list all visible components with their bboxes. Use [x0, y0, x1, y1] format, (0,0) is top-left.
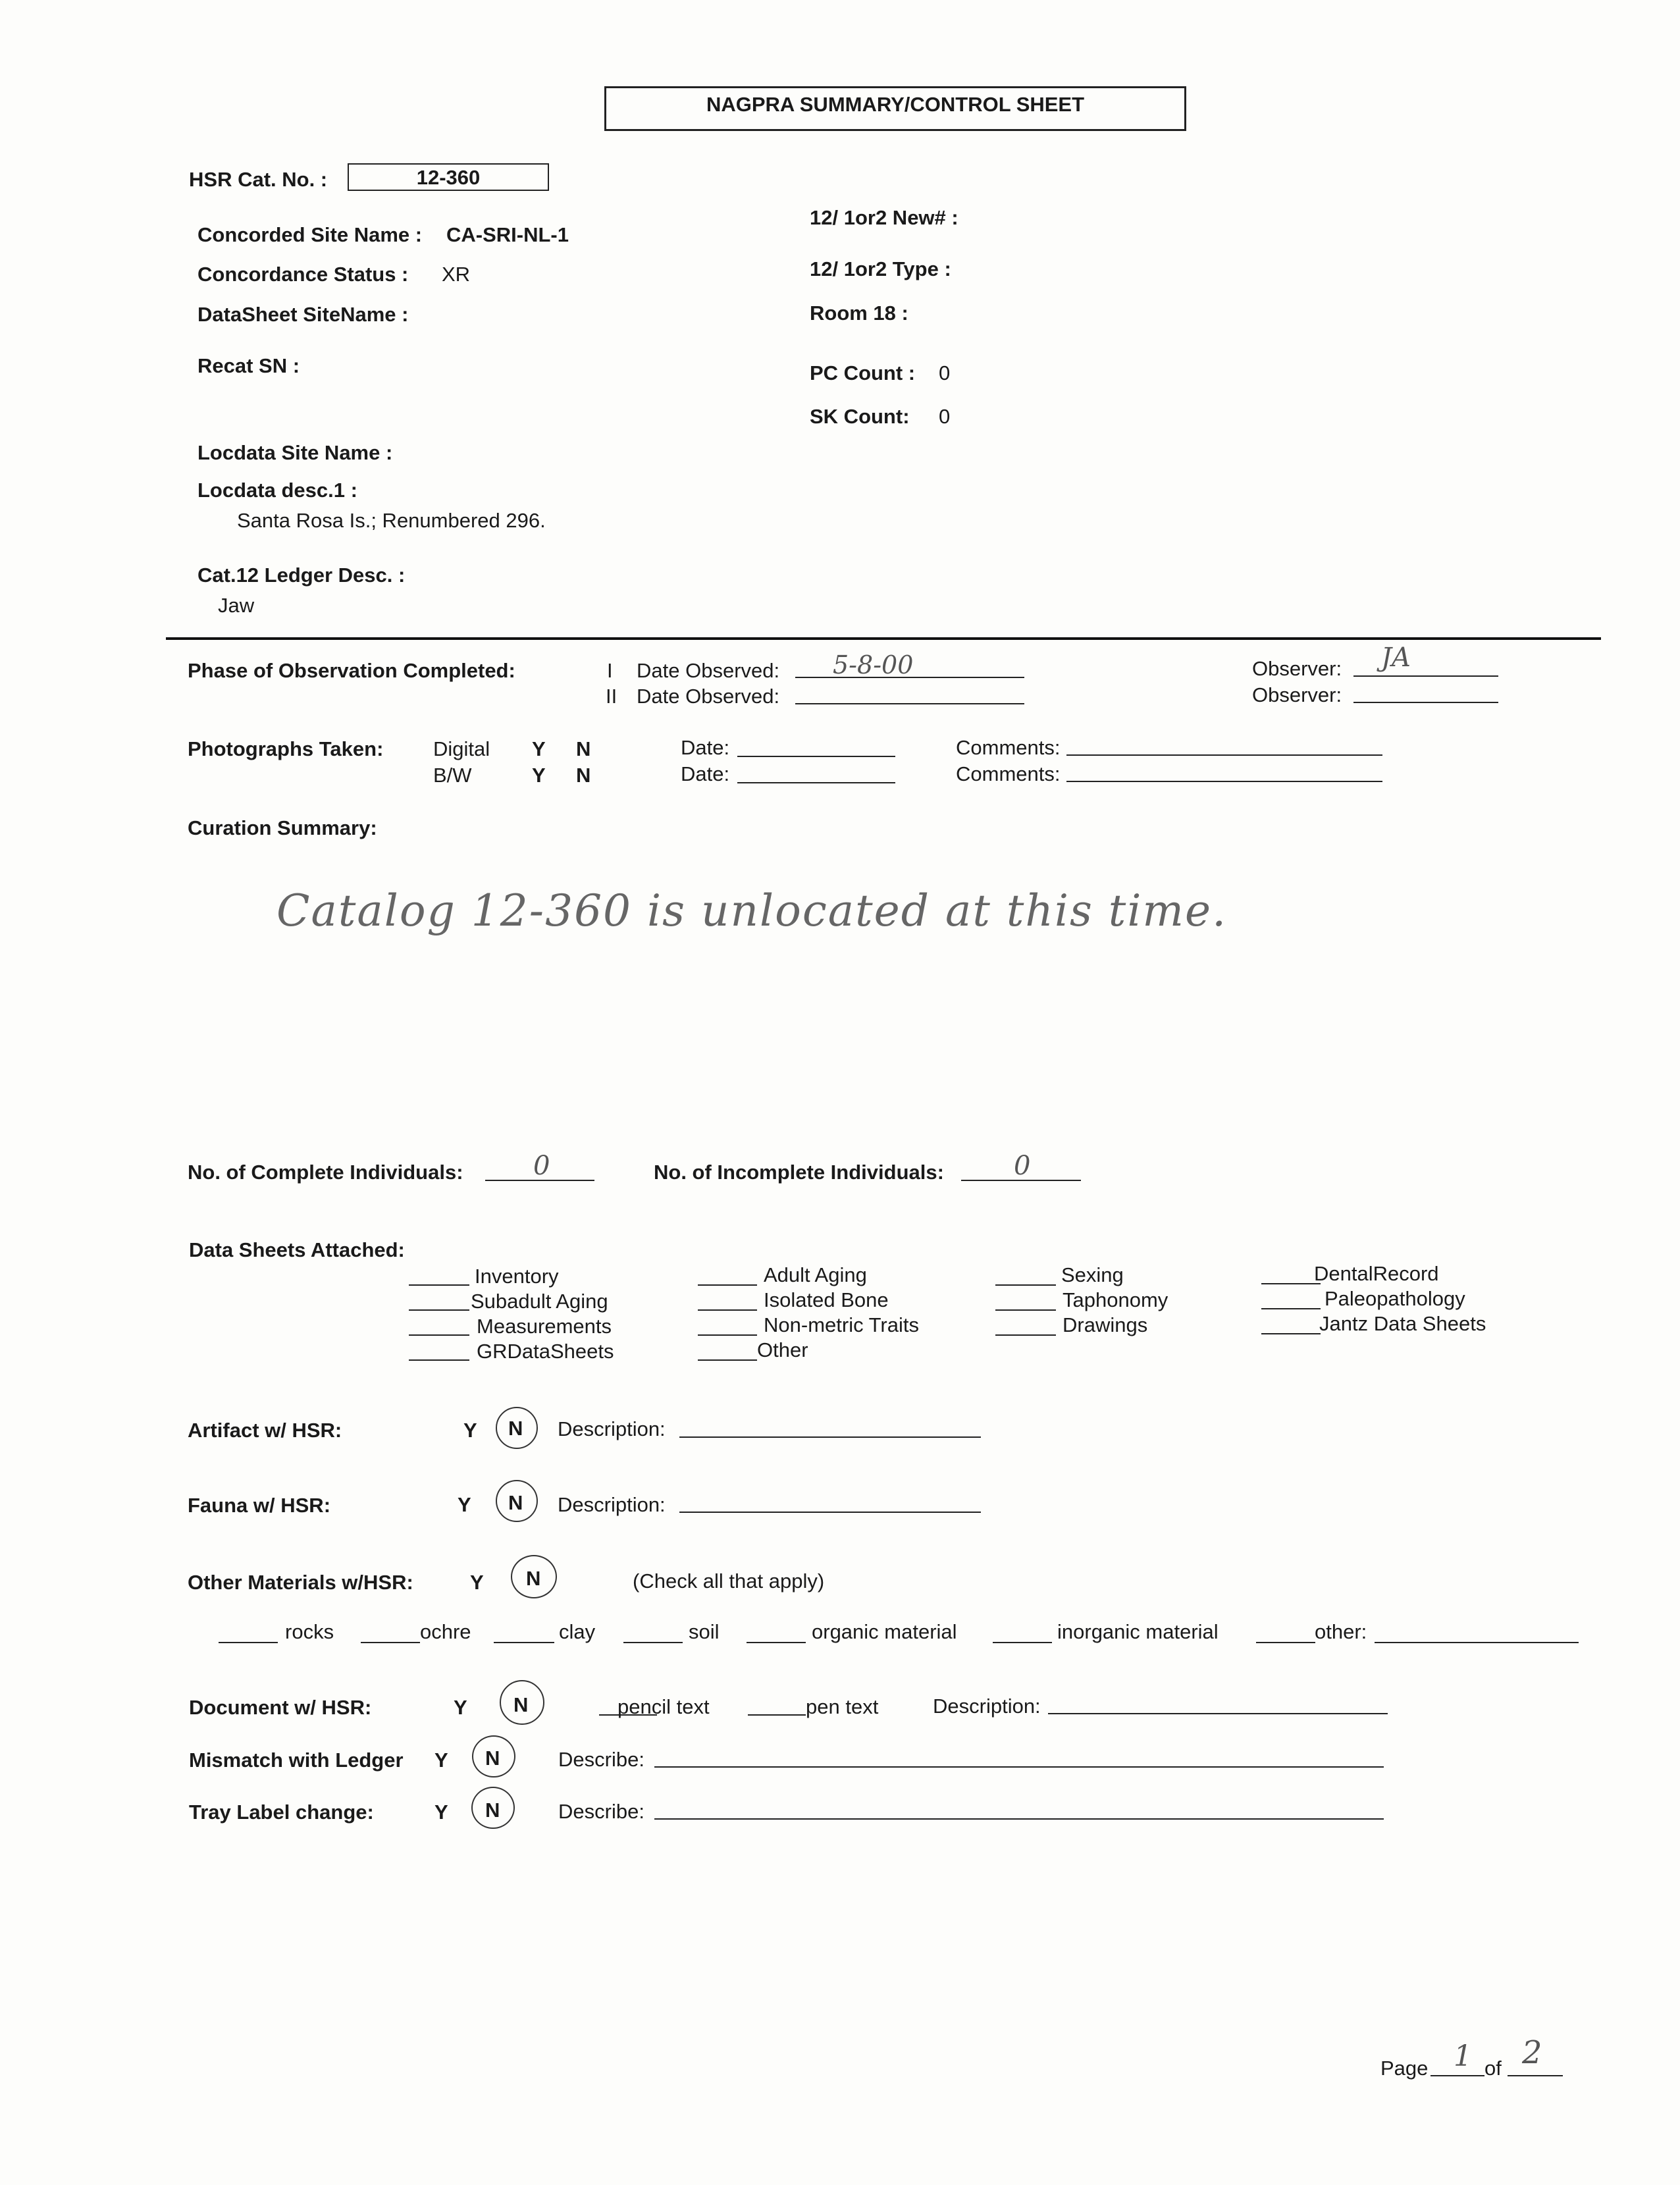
mat-soil: soil — [689, 1620, 720, 1643]
page-total: 2 — [1522, 2034, 1542, 2071]
ds-subadult-aging: Subadult Aging — [471, 1290, 608, 1313]
mat-ochre-line[interactable] — [361, 1642, 420, 1643]
ds-other: Other — [757, 1338, 808, 1361]
ds-jantz-line[interactable] — [1261, 1333, 1321, 1334]
section-divider — [166, 637, 1601, 640]
observer-2-label: Observer: — [1252, 683, 1342, 706]
artifact-description-line[interactable] — [679, 1436, 981, 1438]
locdata-desc-label: Locdata desc.1 : — [197, 479, 357, 502]
sk-count-value: 0 — [939, 405, 951, 428]
ds-inventory-line[interactable] — [409, 1284, 469, 1286]
mat-other: other: — [1315, 1620, 1367, 1643]
phase-label: Phase of Observation Completed: — [188, 659, 515, 682]
mismatch-label: Mismatch with Ledger — [189, 1749, 404, 1772]
other-materials-label: Other Materials w/HSR: — [188, 1571, 413, 1594]
data-sheets-label: Data Sheets Attached: — [189, 1238, 405, 1261]
mat-inorganic: inorganic material — [1057, 1620, 1219, 1643]
mat-inorganic-line[interactable] — [993, 1642, 1052, 1643]
concorded-site-label: Concorded Site Name : — [197, 223, 423, 246]
recat-sn-label: Recat SN : — [197, 354, 300, 377]
page-number-line — [1431, 2075, 1484, 2076]
tray-y[interactable]: Y — [434, 1801, 448, 1824]
phase-roman-2: II — [606, 685, 617, 708]
complete-individuals-label: No. of Complete Individuals: — [188, 1161, 463, 1184]
page-title: NAGPRA SUMMARY/CONTROL SHEET — [706, 93, 1085, 116]
concordance-status-label: Concordance Status : — [197, 263, 409, 286]
mismatch-y[interactable]: Y — [434, 1749, 448, 1772]
concorded-site-value: CA-SRI-NL-1 — [446, 223, 569, 246]
photo-date-2-label: Date: — [681, 762, 730, 785]
mat-rocks: rocks — [285, 1620, 334, 1643]
mat-other-line[interactable] — [1256, 1642, 1315, 1643]
artifact-label: Artifact w/ HSR: — [188, 1419, 342, 1442]
photo-bw-n[interactable]: N — [576, 764, 591, 787]
date-observed-1-value: 5-8-00 — [833, 650, 914, 679]
ds-grdatasheets: GRDataSheets — [477, 1340, 614, 1363]
other-materials-n[interactable]: N — [526, 1567, 541, 1590]
ds-subadult-line[interactable] — [409, 1309, 469, 1311]
page-total-line — [1508, 2075, 1563, 2076]
check-all-note: (Check all that apply) — [633, 1569, 825, 1593]
artifact-n[interactable]: N — [508, 1417, 523, 1440]
locdata-site-name-label: Locdata Site Name : — [197, 441, 393, 464]
ds-nonmetric-line[interactable] — [698, 1334, 757, 1336]
pc-count-value: 0 — [939, 361, 951, 384]
tray-describe-label: Describe: — [558, 1800, 644, 1823]
mismatch-describe-line[interactable] — [654, 1766, 1384, 1768]
mismatch-describe-label: Describe: — [558, 1748, 644, 1771]
fauna-description-label: Description: — [558, 1493, 666, 1516]
mat-clay-line[interactable] — [494, 1642, 554, 1643]
pencil-text-label: pencil text — [617, 1695, 710, 1718]
ds-grdatasheets-line[interactable] — [409, 1359, 469, 1361]
photo-date-1-label: Date: — [681, 736, 730, 759]
new-number-label: 12/ 1or2 New# : — [810, 206, 958, 229]
date-observed-2-label: Date Observed: — [637, 685, 780, 708]
tray-n[interactable]: N — [485, 1799, 500, 1822]
ds-sexing-line[interactable] — [995, 1284, 1056, 1286]
curation-handwritten-note: Catalog 12-360 is unlocated at this time. — [276, 885, 1228, 936]
observer-1-line[interactable] — [1353, 675, 1498, 677]
fauna-n[interactable]: N — [508, 1491, 523, 1514]
date-observed-2-line[interactable] — [795, 703, 1024, 704]
ds-other-line[interactable] — [698, 1359, 757, 1361]
document-label: Document w/ HSR: — [189, 1696, 372, 1719]
concordance-status-value: XR — [442, 263, 471, 286]
mat-ochre: ochre — [420, 1620, 471, 1643]
ds-nonmetric-traits: Non-metric Traits — [764, 1313, 919, 1336]
mat-clay: clay — [559, 1620, 596, 1643]
complete-individuals-value: 0 — [533, 1151, 550, 1181]
photo-bw-y[interactable]: Y — [532, 764, 546, 787]
photo-digital-label: Digital — [433, 737, 490, 760]
artifact-y[interactable]: Y — [463, 1419, 477, 1442]
pen-text-line[interactable] — [748, 1714, 806, 1716]
ds-adult-aging-line[interactable] — [698, 1284, 757, 1286]
photo-comments-2-label: Comments: — [956, 762, 1061, 785]
mat-organic: organic material — [812, 1620, 957, 1643]
date-observed-1-label: Date Observed: — [637, 659, 780, 682]
observer-1-label: Observer: — [1252, 657, 1342, 680]
photo-comments-1-line[interactable] — [1066, 754, 1382, 756]
hsr-cat-value: 12-360 — [416, 166, 481, 189]
page-number: 1 — [1454, 2040, 1472, 2073]
curation-summary-label: Curation Summary: — [188, 816, 377, 839]
fauna-description-line[interactable] — [679, 1512, 981, 1513]
ds-measurements-line[interactable] — [409, 1334, 469, 1336]
locdata-desc-value: Santa Rosa Is.; Renumbered 296. — [237, 509, 546, 532]
hsr-cat-label: HSR Cat. No. : — [189, 168, 328, 191]
mat-other-extra-line[interactable] — [1375, 1642, 1579, 1643]
other-materials-y[interactable]: Y — [470, 1571, 484, 1594]
ds-dental-record: DentalRecord — [1314, 1262, 1439, 1285]
ds-inventory: Inventory — [475, 1265, 559, 1288]
ds-isolated-bone: Isolated Bone — [764, 1288, 889, 1311]
mat-organic-line[interactable] — [747, 1642, 806, 1643]
document-y[interactable]: Y — [454, 1696, 467, 1719]
mat-rocks-line[interactable] — [219, 1642, 278, 1643]
sk-count-label: SK Count: — [810, 405, 910, 428]
ds-measurements: Measurements — [477, 1315, 612, 1338]
room-label: Room 18 : — [810, 302, 908, 325]
incomplete-individuals-label: No. of Incomplete Individuals: — [654, 1161, 944, 1184]
document-n[interactable]: N — [513, 1693, 529, 1716]
ds-jantz-data-sheets: Jantz Data Sheets — [1319, 1312, 1486, 1335]
ds-taphonomy-line[interactable] — [995, 1309, 1056, 1311]
ds-adult-aging: Adult Aging — [764, 1263, 867, 1286]
photographs-label: Photographs Taken: — [188, 737, 384, 760]
pc-count-label: PC Count : — [810, 361, 916, 384]
photo-date-2-line[interactable] — [737, 782, 895, 783]
mismatch-n[interactable]: N — [485, 1747, 500, 1770]
photo-date-1-line[interactable] — [737, 756, 895, 757]
fauna-y[interactable]: Y — [458, 1493, 471, 1516]
of-label: of — [1484, 2057, 1502, 2080]
tray-label-change-label: Tray Label change: — [189, 1801, 374, 1824]
photo-comments-1-label: Comments: — [956, 736, 1061, 759]
photo-digital-y[interactable]: Y — [532, 737, 546, 760]
ds-dental-line[interactable] — [1261, 1283, 1321, 1284]
photo-comments-2-line[interactable] — [1066, 781, 1382, 782]
mat-soil-line[interactable] — [623, 1642, 683, 1643]
photo-bw-label: B/W — [433, 764, 472, 787]
observer-2-line[interactable] — [1353, 702, 1498, 703]
ds-drawings-line[interactable] — [995, 1334, 1056, 1336]
datasheet-sitename-label: DataSheet SiteName : — [197, 303, 409, 326]
phase-roman-1: I — [607, 659, 613, 682]
document-description-line[interactable] — [1048, 1713, 1388, 1714]
incomplete-individuals-value: 0 — [1014, 1151, 1031, 1181]
ledger-desc-value: Jaw — [218, 594, 255, 617]
tray-describe-line[interactable] — [654, 1818, 1384, 1820]
observer-1-value: JA — [1381, 643, 1411, 673]
ds-paleopathology-line[interactable] — [1261, 1308, 1321, 1309]
photo-digital-n[interactable]: N — [576, 737, 591, 760]
ds-isolated-bone-line[interactable] — [698, 1309, 757, 1311]
ds-drawings: Drawings — [1063, 1313, 1148, 1336]
ds-taphonomy: Taphonomy — [1063, 1288, 1168, 1311]
type-label: 12/ 1or2 Type : — [810, 257, 951, 280]
pen-text-label: pen text — [806, 1695, 879, 1718]
artifact-description-label: Description: — [558, 1417, 666, 1440]
ledger-desc-label: Cat.12 Ledger Desc. : — [197, 564, 406, 587]
page-label: Page — [1380, 2057, 1429, 2080]
ds-sexing: Sexing — [1061, 1263, 1124, 1286]
document-description-label: Description: — [933, 1695, 1041, 1718]
fauna-label: Fauna w/ HSR: — [188, 1494, 331, 1517]
ds-paleopathology: Paleopathology — [1325, 1287, 1465, 1310]
